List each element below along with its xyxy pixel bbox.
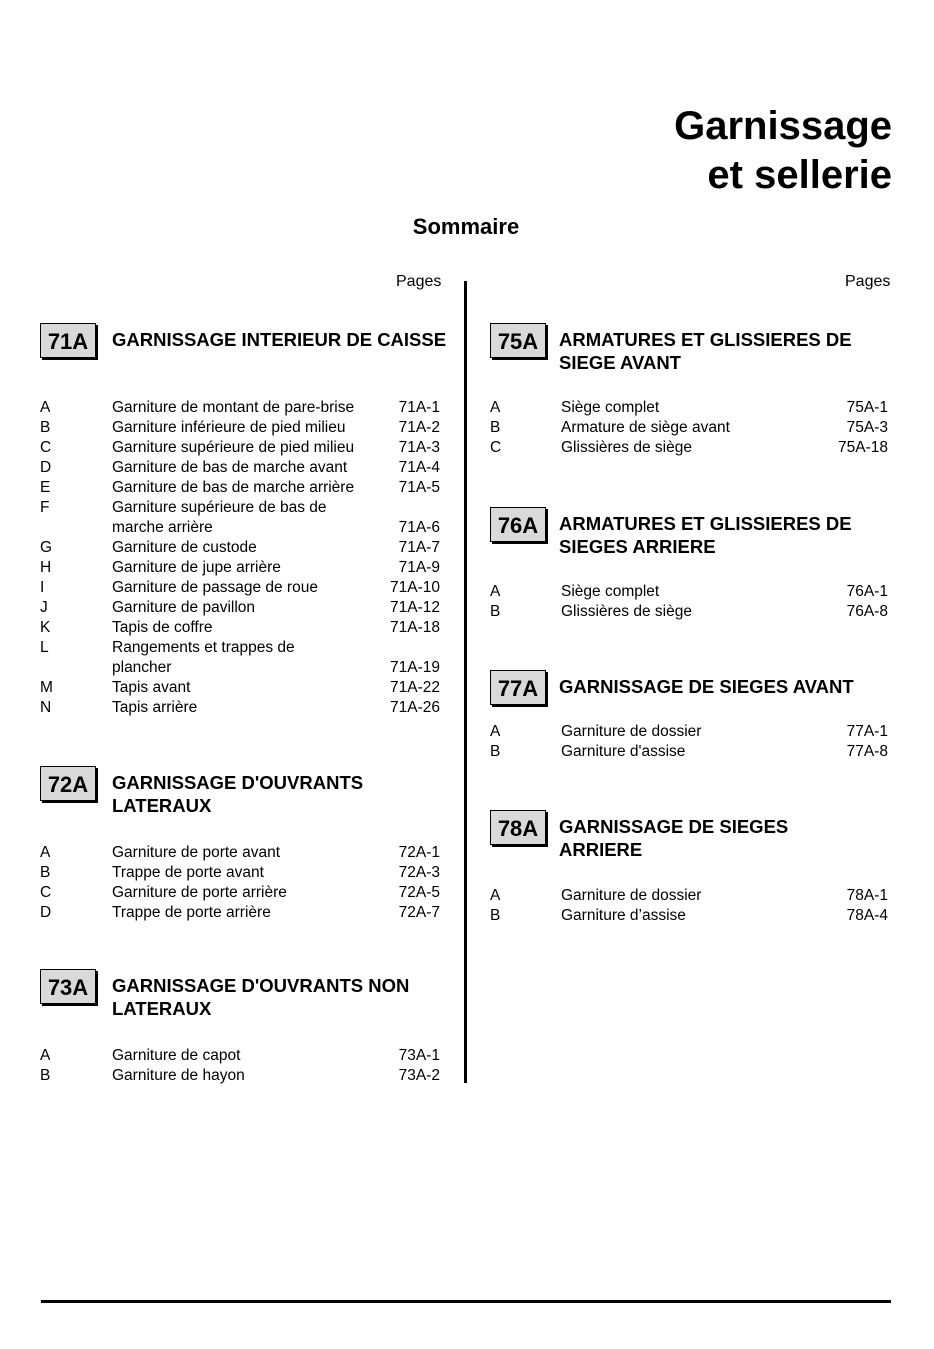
toc-entry[interactable] bbox=[490, 418, 888, 438]
section-code: 71A bbox=[40, 323, 96, 358]
toc-entry[interactable] bbox=[40, 578, 440, 598]
entry-letter: L bbox=[40, 639, 49, 656]
entry-letter: B bbox=[40, 1067, 51, 1084]
entry-list bbox=[490, 722, 888, 762]
entry-page: 75A-1 bbox=[846, 399, 888, 416]
section-title: ARMATURES ET GLISSIERES DE SIEGE AVANT bbox=[559, 329, 852, 373]
section-code: 77A bbox=[490, 670, 546, 705]
entry-page: 71A-5 bbox=[398, 479, 440, 496]
entry-label: Garniture inférieure de pied milieu bbox=[112, 419, 346, 436]
section-code: 75A bbox=[490, 323, 546, 358]
contents-heading: Sommaire bbox=[412, 214, 520, 239]
entry-letter: B bbox=[40, 864, 51, 881]
entry-label: Siège complet bbox=[561, 399, 660, 416]
entry-label: Garniture de pavillon bbox=[112, 599, 256, 616]
entry-list bbox=[490, 582, 888, 622]
entry-label: Garniture de hayon bbox=[112, 1067, 245, 1084]
entry-letter: B bbox=[490, 603, 501, 620]
entry-page: 72A-1 bbox=[398, 844, 440, 861]
entry-page: 71A-1 bbox=[398, 399, 440, 416]
toc-entry[interactable] bbox=[40, 478, 440, 498]
toc-entry[interactable] bbox=[40, 558, 440, 578]
entry-label: Rangements et trappes de plancher bbox=[112, 639, 295, 676]
toc-entry[interactable] bbox=[40, 903, 440, 923]
bottom-rule bbox=[41, 1300, 891, 1303]
entry-label: Garniture d’assise bbox=[561, 907, 686, 924]
entry-label: Garniture de porte arrière bbox=[112, 884, 287, 901]
entry-page: 72A-5 bbox=[398, 884, 440, 901]
entry-letter: A bbox=[490, 399, 501, 416]
entry-letter: D bbox=[40, 459, 52, 476]
entry-letter: H bbox=[40, 559, 52, 576]
entry-letter: B bbox=[490, 419, 501, 436]
entry-letter: N bbox=[40, 699, 52, 716]
toc-entry[interactable] bbox=[490, 742, 888, 762]
section-title: GARNISSAGE INTERIEUR DE CAISSE bbox=[112, 329, 447, 350]
pages-column-label-left: Pages bbox=[396, 273, 442, 290]
entry-letter: E bbox=[40, 479, 51, 496]
entry-letter: C bbox=[40, 884, 52, 901]
toc-entry[interactable] bbox=[40, 498, 440, 538]
entry-letter: C bbox=[40, 439, 52, 456]
toc-entry[interactable] bbox=[40, 398, 440, 418]
entry-label: Tapis de coffre bbox=[112, 619, 213, 636]
pages-column-label-right: Pages bbox=[845, 273, 891, 290]
entry-letter: I bbox=[40, 579, 45, 596]
toc-entry[interactable] bbox=[490, 582, 888, 602]
entry-page: 71A-22 bbox=[390, 679, 440, 696]
entry-label: Garniture de dossier bbox=[561, 887, 702, 904]
toc-entry[interactable] bbox=[490, 886, 888, 906]
entry-label: Glissières de siège bbox=[561, 603, 692, 620]
entry-list bbox=[490, 398, 888, 458]
entry-letter: D bbox=[40, 904, 52, 921]
entry-label: Garniture de custode bbox=[112, 539, 257, 556]
entry-label: Garniture de bas de marche avant bbox=[112, 459, 348, 476]
entry-label: Trappe de porte avant bbox=[112, 864, 264, 881]
entry-label: Garniture de capot bbox=[112, 1047, 241, 1064]
entry-label: Garniture de jupe arrière bbox=[112, 559, 281, 576]
toc-entry[interactable] bbox=[40, 883, 440, 903]
entry-label: Trappe de porte arrière bbox=[112, 904, 271, 921]
section-title: GARNISSAGE D'OUVRANTS LATERAUX bbox=[112, 772, 364, 816]
entry-page: 71A-19 bbox=[390, 659, 440, 676]
entry-label: Garniture de porte avant bbox=[112, 844, 281, 861]
entry-page: 71A-7 bbox=[398, 539, 440, 556]
toc-entry[interactable] bbox=[40, 418, 440, 438]
entry-letter: F bbox=[40, 499, 50, 516]
entry-letter: B bbox=[490, 907, 501, 924]
entry-label: Tapis arrière bbox=[112, 699, 198, 716]
entry-label: Garniture de passage de roue bbox=[112, 579, 318, 596]
toc-entry[interactable] bbox=[40, 1066, 440, 1086]
entry-letter: M bbox=[40, 679, 53, 696]
section-title: ARMATURES ET GLISSIERES DE SIEGES ARRIERE bbox=[559, 513, 852, 557]
toc-entry[interactable] bbox=[40, 638, 440, 678]
section-title: GARNISSAGE DE SIEGES AVANT bbox=[559, 676, 854, 697]
entry-list bbox=[40, 398, 440, 718]
entry-page: 78A-1 bbox=[846, 887, 888, 904]
document-title bbox=[392, 102, 892, 200]
entry-page: 76A-8 bbox=[846, 603, 888, 620]
entry-letter: C bbox=[490, 439, 502, 456]
entry-page: 77A-1 bbox=[846, 723, 888, 740]
entry-list bbox=[40, 1046, 440, 1086]
entry-letter: A bbox=[40, 844, 51, 861]
entry-letter: A bbox=[40, 399, 51, 416]
entry-page: 75A-3 bbox=[846, 419, 888, 436]
entry-page: 72A-7 bbox=[398, 904, 440, 921]
section-title: GARNISSAGE DE SIEGES ARRIERE bbox=[559, 816, 789, 860]
entry-letter: J bbox=[40, 599, 48, 616]
section-code: 73A bbox=[40, 969, 96, 1004]
entry-page: 71A-18 bbox=[390, 619, 440, 636]
entry-page: 71A-2 bbox=[398, 419, 440, 436]
toc-entry[interactable] bbox=[40, 678, 440, 698]
entry-list bbox=[490, 886, 888, 926]
toc-entry[interactable] bbox=[40, 538, 440, 558]
entry-letter: K bbox=[40, 619, 51, 636]
section-code: 78A bbox=[490, 810, 546, 845]
entry-page: 75A-18 bbox=[838, 439, 888, 456]
entry-page: 78A-4 bbox=[846, 907, 888, 924]
entry-page: 71A-3 bbox=[398, 439, 440, 456]
entry-page: 71A-10 bbox=[390, 579, 440, 596]
entry-label: Armature de siège avant bbox=[561, 419, 730, 436]
entry-label: Garniture de bas de marche arrière bbox=[112, 479, 355, 496]
entry-label: Garniture de montant de pare-brise bbox=[112, 399, 355, 416]
entry-letter: A bbox=[40, 1047, 51, 1064]
entry-page: 73A-1 bbox=[398, 1047, 440, 1064]
title-line-1: Garnissage bbox=[674, 104, 892, 148]
entry-letter: A bbox=[490, 723, 501, 740]
entry-page: 71A-4 bbox=[398, 459, 440, 476]
entry-label: Garniture d'assise bbox=[561, 743, 686, 760]
section-code: 76A bbox=[490, 507, 546, 542]
entry-letter: B bbox=[40, 419, 51, 436]
toc-entry[interactable] bbox=[40, 863, 440, 883]
toc-entry[interactable] bbox=[490, 398, 888, 418]
toc-entry[interactable] bbox=[490, 722, 888, 742]
entry-letter: G bbox=[40, 539, 53, 556]
entry-letter: B bbox=[490, 743, 501, 760]
entry-list bbox=[40, 843, 440, 923]
entry-label: Glissières de siège bbox=[561, 439, 692, 456]
entry-label: Garniture supérieure de bas de marche arrière bbox=[112, 499, 327, 536]
entry-label: Siège complet bbox=[561, 583, 660, 600]
toc-entry[interactable] bbox=[490, 438, 888, 458]
entry-label: Garniture de dossier bbox=[561, 723, 702, 740]
toc-entry[interactable] bbox=[40, 618, 440, 638]
toc-entry[interactable] bbox=[40, 438, 440, 458]
section-title: GARNISSAGE D'OUVRANTS NON LATERAUX bbox=[112, 975, 410, 1019]
entry-page: 76A-1 bbox=[846, 583, 888, 600]
entry-page: 71A-12 bbox=[390, 599, 440, 616]
toc-entry[interactable] bbox=[40, 598, 440, 618]
column-divider bbox=[464, 281, 467, 1083]
entry-letter: A bbox=[490, 583, 501, 600]
entry-letter: A bbox=[490, 887, 501, 904]
entry-page: 77A-8 bbox=[846, 743, 888, 760]
toc-entry[interactable] bbox=[40, 843, 440, 863]
toc-entry[interactable] bbox=[490, 906, 888, 926]
entry-page: 71A-26 bbox=[390, 699, 440, 716]
section-code: 72A bbox=[40, 766, 96, 801]
toc-entry[interactable] bbox=[490, 602, 888, 622]
entry-page: 71A-9 bbox=[398, 559, 440, 576]
entry-page: 72A-3 bbox=[398, 864, 440, 881]
toc-entry[interactable] bbox=[40, 458, 440, 478]
entry-page: 73A-2 bbox=[398, 1067, 440, 1084]
title-line-2: et sellerie bbox=[707, 153, 892, 197]
toc-entry[interactable] bbox=[40, 1046, 440, 1066]
entry-page: 71A-6 bbox=[398, 519, 440, 536]
entry-label: Garniture supérieure de pied milieu bbox=[112, 439, 355, 456]
entry-label: Tapis avant bbox=[112, 679, 191, 696]
toc-entry[interactable] bbox=[40, 698, 440, 718]
